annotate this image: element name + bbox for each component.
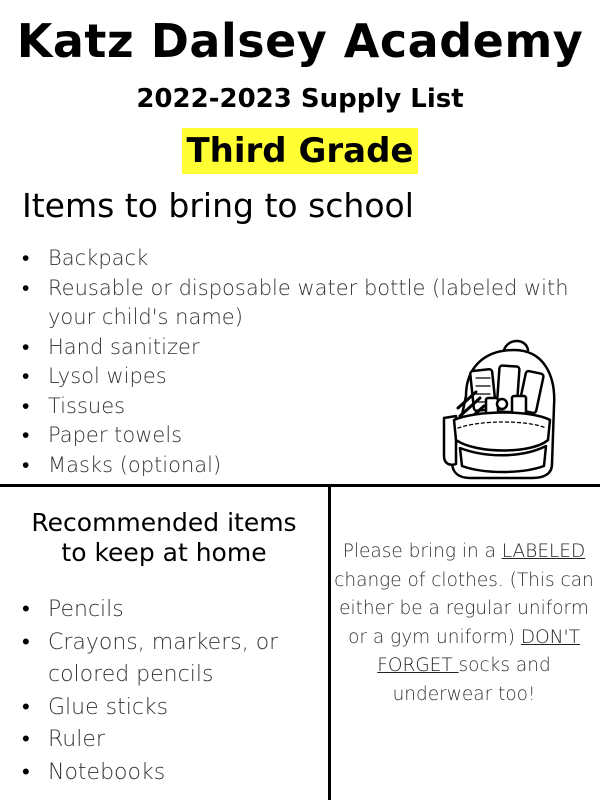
home-items-list — [22, 594, 322, 789]
list-item: • Backpack — [22, 244, 582, 274]
labeled-emphasis: LABELED — [501, 541, 586, 562]
school-items-heading: Items to bring to school — [22, 186, 414, 225]
note-text-1: Please bring in a — [342, 541, 502, 562]
grade-banner — [0, 128, 600, 174]
list-item: • Hand sanitizer — [22, 333, 582, 363]
list-item: • Ruler — [22, 724, 322, 757]
note-text-3: socks and underwear too! — [392, 655, 551, 705]
grade-label: Third Grade — [182, 128, 417, 174]
home-heading-line-2: to keep at home — [61, 538, 267, 567]
home-items-heading — [0, 508, 328, 568]
list-item: • Reusable or disposable water bottle (labeled with your child's name) — [22, 274, 582, 333]
dont-forget-emphasis: DON'T FORGET — [377, 626, 580, 677]
backpack-icon — [436, 336, 564, 481]
list-item: • Masks (optional) — [22, 451, 582, 481]
list-item: • Crayons, markers, or colored pencils — [22, 627, 322, 692]
list-item: • Paper towels — [22, 421, 582, 451]
list-item: • Notebooks — [22, 757, 322, 790]
list-item: • Glue sticks — [22, 692, 322, 725]
school-title: Katz Dalsey Academy — [16, 14, 584, 68]
note-text-2: change of clothes. (This can either be a regular uniform or a gym uniform) — [334, 569, 594, 648]
clothes-note — [333, 538, 595, 710]
home-heading-line-1: Recommended items — [31, 508, 297, 537]
list-item: • Pencils — [22, 594, 322, 627]
list-item: • Lysol wipes — [22, 362, 582, 392]
list-item: • Tissues — [22, 392, 582, 422]
supply-list-subtitle: 2022-2023 Supply List — [136, 84, 464, 114]
vertical-divider — [328, 484, 331, 800]
horizontal-divider — [0, 484, 600, 487]
